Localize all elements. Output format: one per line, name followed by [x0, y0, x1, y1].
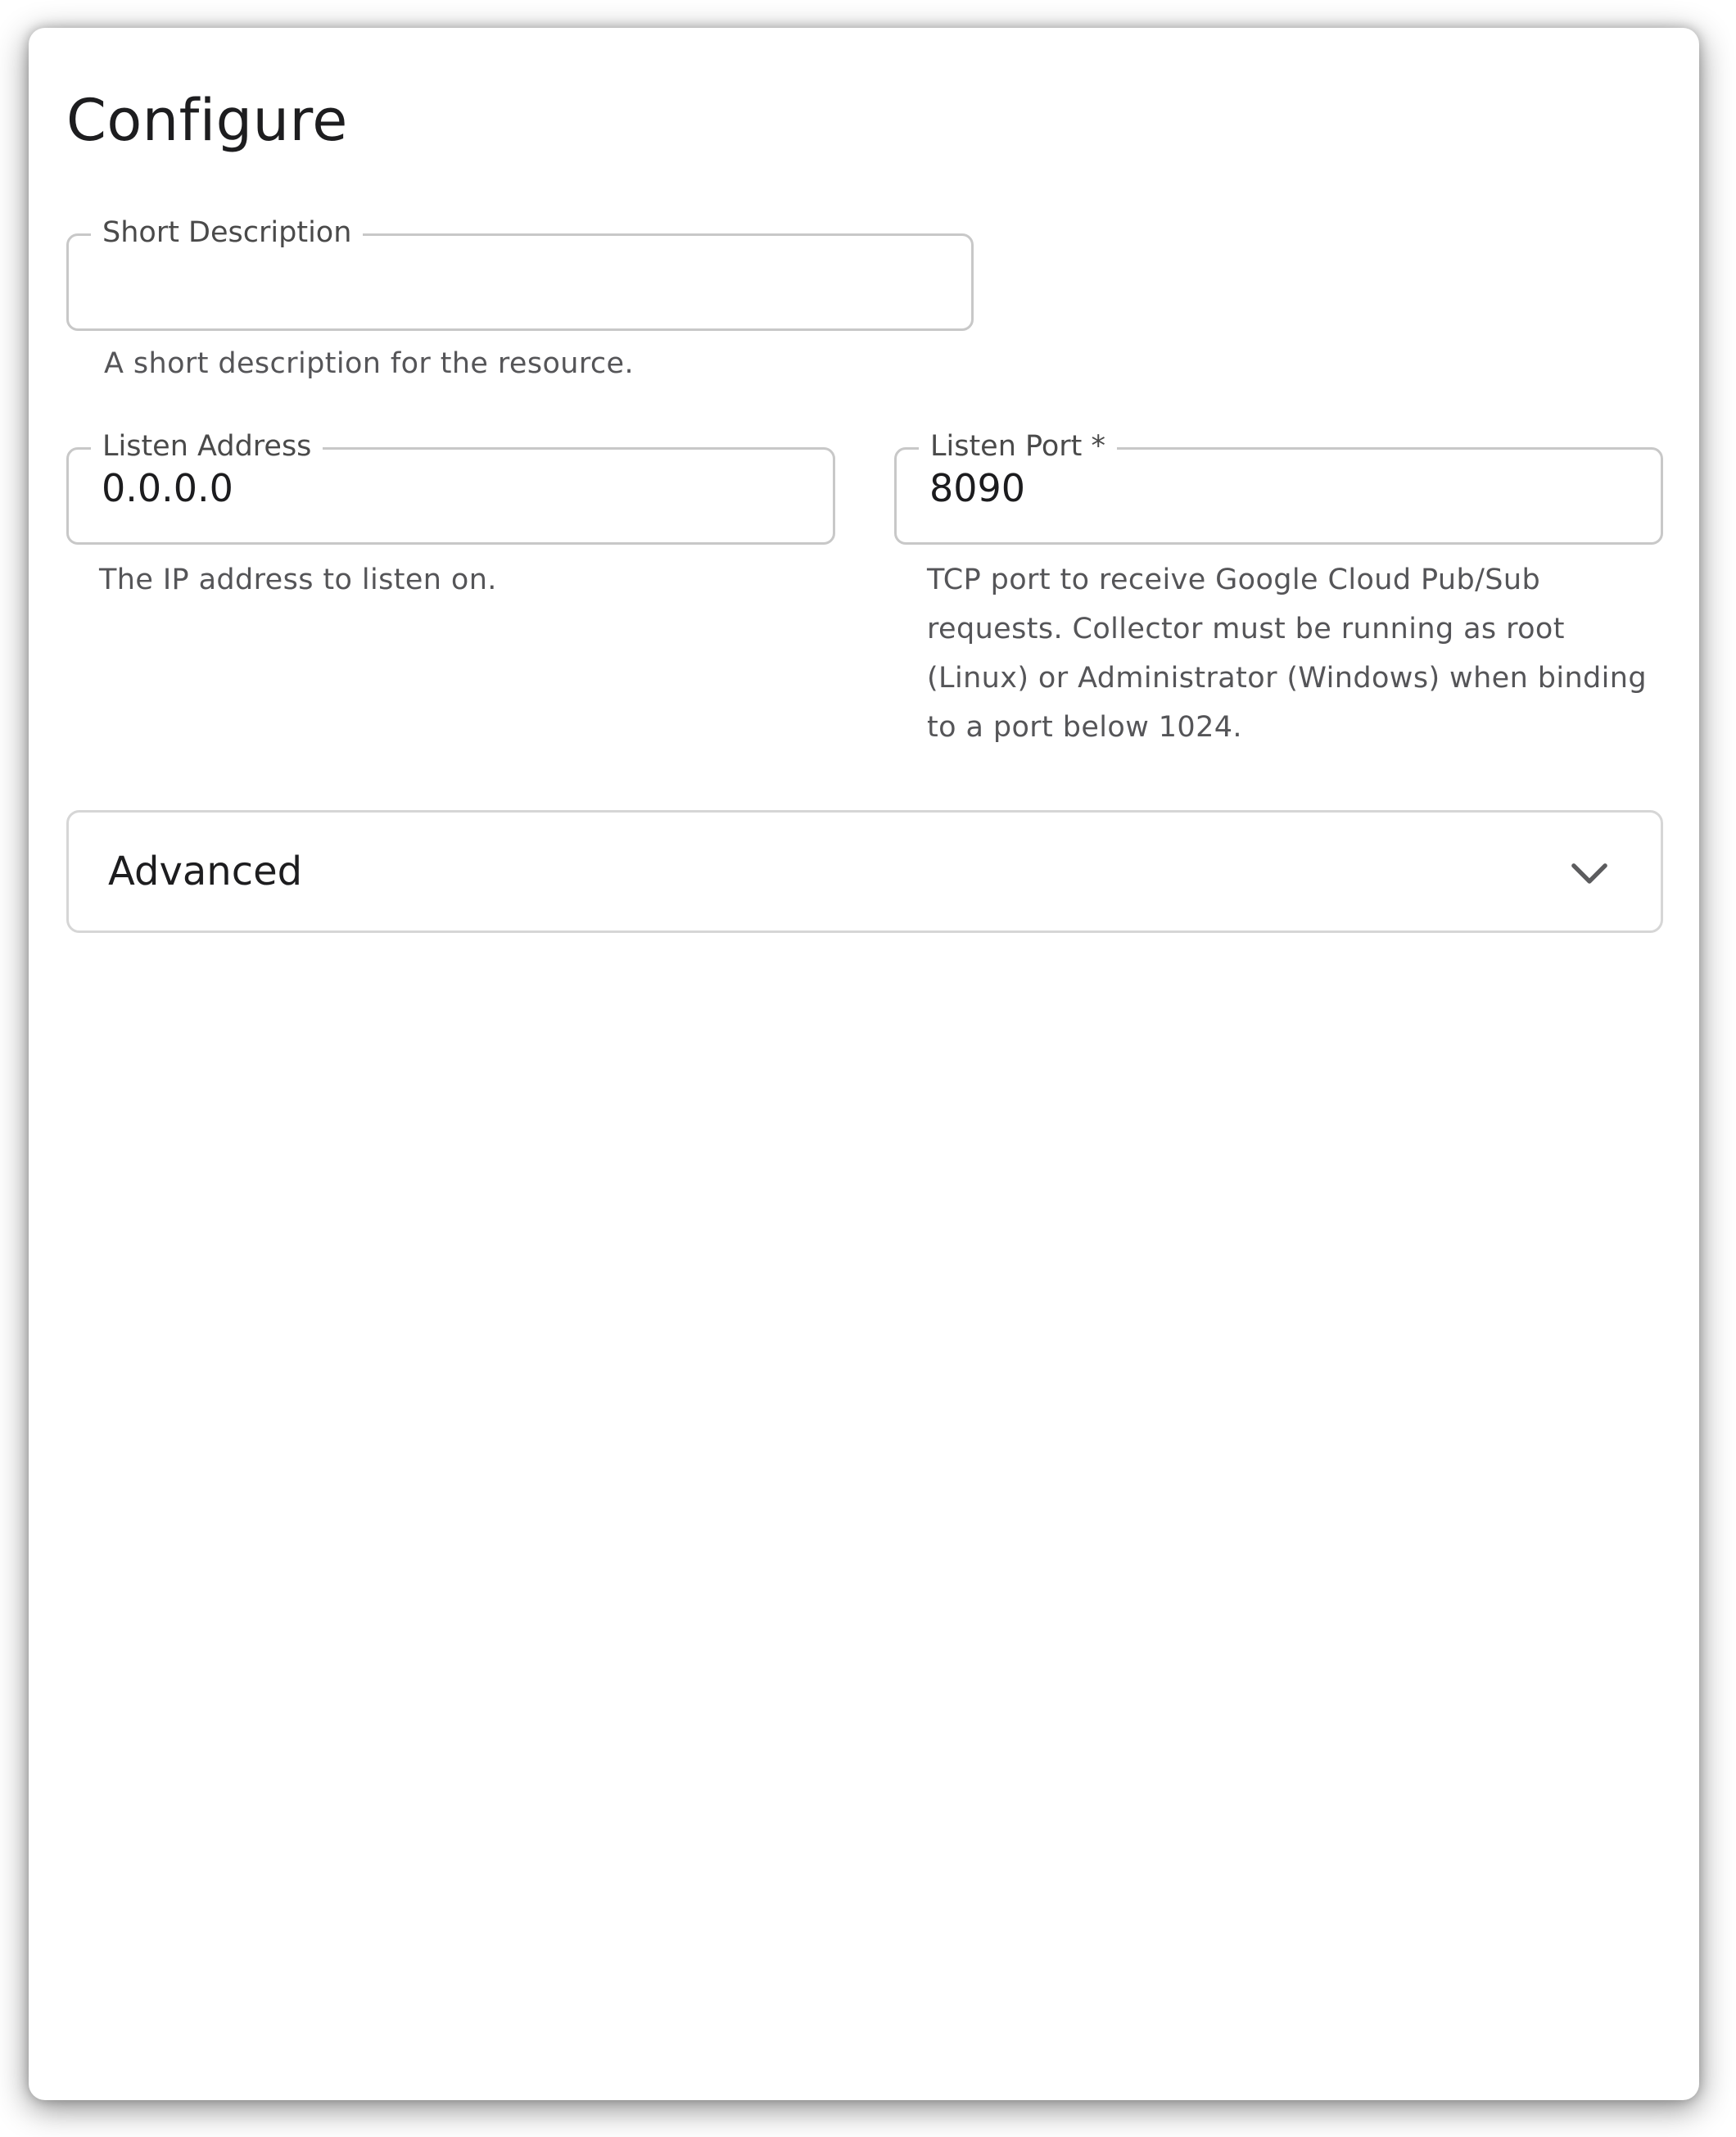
listen-address-field[interactable] — [66, 430, 835, 545]
configure-panel — [29, 28, 1699, 2100]
advanced-accordion-label: Advanced — [108, 849, 303, 894]
short-description-helper: A short description for the resource. — [104, 347, 634, 380]
listen-address-helper: The IP address to listen on. — [99, 564, 497, 596]
advanced-accordion[interactable] — [66, 810, 1663, 933]
listen-port-label: Listen Port * — [919, 427, 1117, 466]
short-description-label: Short Description — [91, 213, 363, 252]
listen-port-field[interactable] — [894, 430, 1663, 545]
listen-address-label: Listen Address — [91, 427, 323, 466]
short-description-field[interactable] — [66, 216, 974, 331]
page-title: Configure — [66, 87, 348, 154]
chevron-down-icon[interactable] — [1567, 852, 1612, 896]
listen-port-input[interactable]: 8090 — [929, 466, 1026, 510]
listen-port-helper: TCP port to receive Google Cloud Pub/Sub requests. Collector must be running as root (Linux) or Administrator (Windows) when binding to a port below 1024. — [927, 564, 1647, 744]
listen-address-input[interactable]: 0.0.0.0 — [102, 466, 233, 510]
